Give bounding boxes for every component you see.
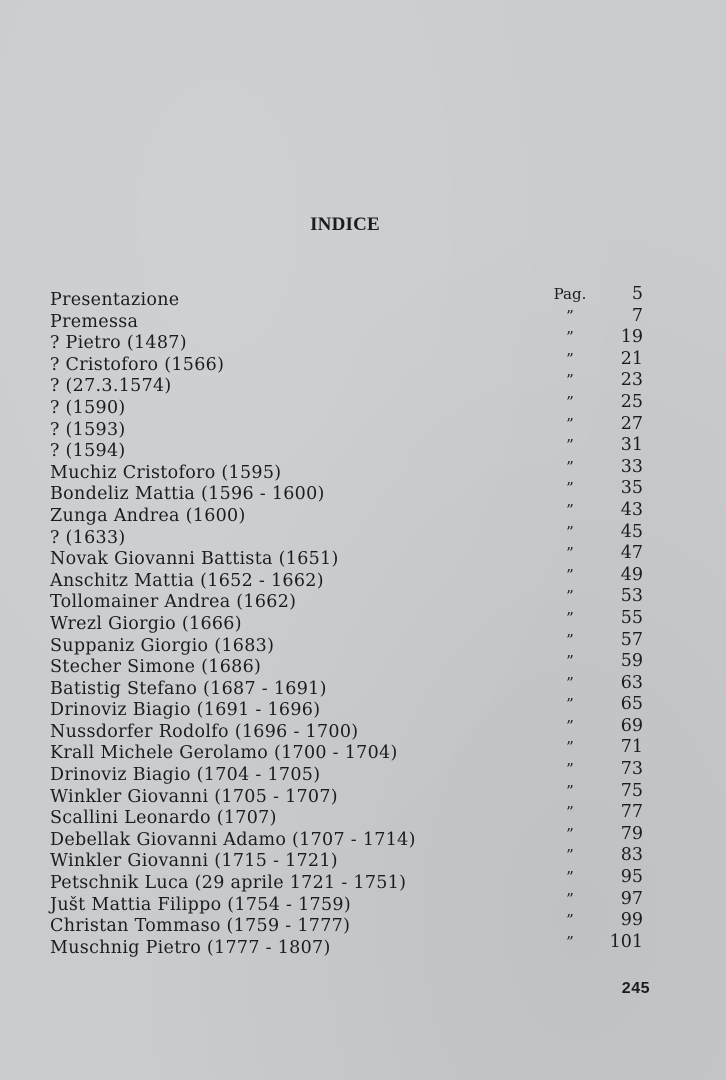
toc-entry-page: 83 (620, 845, 643, 866)
toc-entry (50, 931, 650, 958)
toc-entry-title: Krall Michele Gerolamo (1700 - 1704) (50, 743, 398, 764)
toc-entry-title: ? Pietro (1487) (50, 333, 187, 354)
toc-entry-page: 69 (620, 715, 643, 736)
toc-entry-title: ? (27.3.1574) (50, 376, 172, 397)
toc-entry-page: 49 (620, 564, 643, 585)
toc-entry (50, 456, 650, 483)
toc-entry (50, 867, 650, 894)
toc-entry-title: ? Cristoforo (1566) (50, 354, 225, 375)
table-of-contents (50, 284, 650, 958)
toc-entry-title: Petschnik Luca (29 aprile 1721 - 1751) (50, 873, 407, 894)
toc-entry-title: ? (1633) (50, 527, 126, 548)
toc-entry-page: 19 (620, 327, 643, 348)
toc-entry-marker: ” (566, 565, 574, 584)
toc-entry-marker: ” (566, 544, 574, 563)
toc-entry-page: 7 (631, 305, 643, 326)
toc-entry (50, 888, 650, 915)
toc-entry-page: 5 (631, 284, 643, 304)
toc-entry (50, 737, 650, 764)
toc-entry-page: 35 (620, 478, 643, 499)
toc-entry (50, 284, 650, 310)
toc-entry-title: Zunga Andrea (1600) (50, 505, 246, 526)
toc-entry-marker: ” (566, 328, 574, 347)
toc-entry-title: ? (1593) (50, 419, 126, 440)
toc-entry (50, 370, 650, 397)
toc-entry-marker: ” (566, 522, 574, 541)
toc-entry-page: 75 (620, 780, 643, 801)
toc-entry (50, 391, 650, 418)
toc-entry-title: Tollomainer Andrea (1662) (50, 592, 297, 613)
toc-entry-title: Debellak Giovanni Adamo (1707 - 1714) (50, 829, 416, 850)
toc-entry-title: Premessa (50, 311, 139, 332)
toc-entry-marker: ” (566, 760, 574, 779)
toc-entry (50, 823, 650, 850)
toc-entry (50, 586, 650, 613)
toc-entry-title: Batistig Stefano (1687 - 1691) (50, 678, 327, 699)
toc-entry (50, 910, 650, 937)
page-number: 245 (621, 980, 650, 997)
toc-entry-marker: Pag. (553, 285, 587, 303)
toc-entry-page: 55 (620, 607, 643, 628)
toc-entry-marker: ” (566, 716, 574, 735)
toc-entry-title: Muchiz Cristoforo (1595) (50, 462, 282, 483)
toc-entry-page: 45 (620, 521, 643, 542)
toc-entry (50, 348, 650, 375)
toc-entry (50, 413, 650, 440)
toc-entry-title: Christan Tommaso (1759 - 1777) (50, 916, 351, 937)
toc-entry-page: 77 (620, 802, 643, 823)
index-title: INDICE (310, 214, 380, 235)
toc-entry (50, 694, 650, 721)
toc-entry-page: 43 (620, 499, 643, 520)
toc-entry-marker: ” (566, 436, 574, 455)
toc-entry-marker: ” (566, 479, 574, 498)
toc-entry (50, 802, 650, 829)
toc-entry-title: Drinoviz Biagio (1704 - 1705) (50, 765, 321, 786)
toc-entry (50, 564, 650, 591)
toc-entry-marker: ” (566, 911, 574, 930)
toc-entry (50, 780, 650, 807)
toc-entry (50, 435, 650, 462)
toc-entry-marker: ” (566, 695, 574, 714)
toc-entry-title: Scallini Leonardo (1707) (50, 808, 277, 829)
toc-entry-page: 25 (620, 391, 643, 412)
toc-entry-title: Suppaniz Giorgio (1683) (50, 635, 275, 656)
toc-entry-page: 63 (620, 672, 643, 693)
toc-entry-page: 97 (620, 888, 643, 909)
toc-entry-page: 21 (620, 348, 643, 369)
toc-entry (50, 715, 650, 742)
toc-entry (50, 305, 650, 332)
toc-entry (50, 478, 650, 505)
toc-entry-marker: ” (566, 889, 574, 908)
toc-entry-page: 71 (620, 737, 643, 758)
toc-entry-marker: ” (566, 349, 574, 368)
toc-entry-page: 57 (620, 629, 643, 650)
toc-entry-marker: ” (566, 457, 574, 476)
toc-entry-title: Winkler Giovanni (1705 - 1707) (50, 786, 338, 807)
toc-entry-marker: ” (566, 371, 574, 390)
toc-entry-title: Bondeliz Mattia (1596 - 1600) (50, 484, 325, 505)
toc-entry-marker: ” (566, 738, 574, 757)
toc-entry (50, 759, 650, 786)
toc-entry (50, 521, 650, 548)
toc-entry-marker: ” (566, 846, 574, 865)
toc-entry-page: 53 (620, 586, 643, 607)
toc-entry-marker: ” (566, 868, 574, 887)
toc-entry-title: Muschnig Pietro (1777 - 1807) (50, 937, 331, 958)
toc-entry-page: 101 (609, 931, 643, 952)
toc-entry-page: 47 (620, 543, 643, 564)
toc-entry-title: Novak Giovanni Battista (1651) (50, 549, 339, 570)
toc-entry-page: 33 (620, 456, 643, 477)
toc-entry-page: 23 (620, 370, 643, 391)
toc-entry-marker: ” (566, 587, 574, 606)
toc-entry-page: 73 (620, 759, 643, 780)
toc-entry-marker: ” (566, 652, 574, 671)
toc-entry (50, 845, 650, 872)
toc-entry-page: 31 (620, 435, 643, 456)
toc-entry-title: ? (1590) (50, 397, 126, 418)
toc-entry (50, 327, 650, 354)
toc-entry-title: Stecher Simone (1686) (50, 657, 262, 678)
toc-entry-title: Drinoviz Biagio (1691 - 1696) (50, 700, 321, 721)
toc-entry-title: Nussdorfer Rodolfo (1696 - 1700) (50, 721, 359, 742)
toc-entry-marker: ” (566, 630, 574, 649)
toc-entry-marker: ” (566, 673, 574, 692)
toc-entry-marker: ” (566, 414, 574, 433)
toc-entry-marker: ” (566, 932, 574, 951)
toc-entry (50, 499, 650, 526)
toc-entry-marker: ” (566, 392, 574, 411)
toc-entry (50, 543, 650, 570)
toc-entry-marker: ” (566, 608, 574, 627)
toc-entry (50, 651, 650, 678)
toc-entry-title: Jušt Mattia Filippo (1754 - 1759) (50, 894, 351, 915)
toc-entry (50, 672, 650, 699)
toc-entry-page: 79 (620, 823, 643, 844)
toc-entry-marker: ” (566, 803, 574, 822)
toc-entry-marker: ” (566, 781, 574, 800)
toc-entry-page: 59 (620, 651, 643, 672)
toc-entry-page: 27 (620, 413, 643, 434)
toc-entry (50, 629, 650, 656)
toc-entry-page: 65 (620, 694, 643, 715)
toc-entry-title: Wrezl Giorgio (1666) (50, 613, 242, 634)
toc-entry (50, 607, 650, 634)
toc-entry-page: 99 (620, 910, 643, 931)
toc-entry-marker: ” (566, 824, 574, 843)
toc-entry-marker: ” (566, 500, 574, 519)
toc-entry-marker: ” (566, 306, 574, 325)
toc-entry-title: ? (1594) (50, 441, 126, 462)
toc-entry-page: 95 (620, 867, 643, 888)
toc-entry-title: Winkler Giovanni (1715 - 1721) (50, 851, 338, 872)
toc-entry-title: Presentazione (50, 290, 180, 310)
toc-entry-title: Anschitz Mattia (1652 - 1662) (50, 570, 324, 591)
